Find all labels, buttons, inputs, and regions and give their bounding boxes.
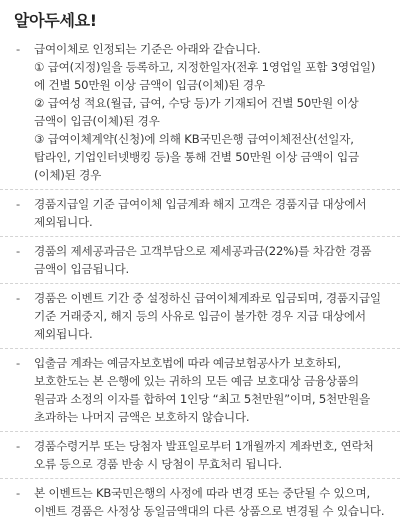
bullet: -	[16, 197, 20, 211]
notice-list	[0, 35, 400, 525]
notice-text: 입출금 계좌는 예금자보호법에 따라 예금보험공사가 보호하되, 보호한도는 본 은행에 있는 귀하의 모든 예금 보호대상 금융상품의 원금과 소정의 이자를 합하여 1인당 “최고 5천만원”이며, 5천만원을 초과하는 나머지 금액은 보호하지 않습니다.	[34, 356, 371, 424]
notice-item	[0, 236, 400, 283]
bullet: -	[16, 291, 20, 305]
bullet: -	[16, 356, 20, 370]
notice-text: ① 급여(지정)일을 등록하고, 지정한일자(전후 1영업일 포함 3영업일)에 건별 50만원 이상 금액이 입금(이체)된 경우	[34, 60, 376, 92]
notice-item	[0, 348, 400, 431]
notice-text: 경품수령거부 또는 당첨자 발표일로부터 1개월까지 계좌번호, 연락처 오류 등으로 경품 반송 시 당첨이 무효처리 됩니다.	[34, 439, 374, 471]
bullet: -	[16, 486, 20, 500]
notice-item	[0, 283, 400, 348]
notice-text: 경품지급일 기준 급여이체 입금계좌 해지 고객은 경품지급 대상에서 제외됩니다.	[34, 197, 367, 229]
notice-item	[0, 431, 400, 478]
notice-item	[0, 189, 400, 236]
notice-item	[0, 35, 400, 189]
notice-text: ② 급여성 적요(월급, 급여, 수당 등)가 기재되어 건별 50만원 이상 금액이 입금(이체)된 경우	[34, 96, 359, 128]
bullet: -	[16, 244, 20, 258]
notice-title: 알아두세요!	[14, 11, 97, 30]
notice-text: 본 이벤트는 KB국민은행의 사정에 따라 변경 또는 중단될 수 있으며, 이벤트 경품은 사정상 동일금액대의 다른 상품으로 변경될 수 있습니다.	[34, 486, 385, 518]
notice-text: 급여이체로 인정되는 기준은 아래와 같습니다.	[34, 42, 261, 56]
notice-item	[0, 478, 400, 525]
bullet: -	[16, 42, 20, 56]
notice-text: 경품의 제세공과금은 고객부담으로 제세공과금(22%)를 차감한 경품 금액이 입금됩니다.	[34, 244, 372, 276]
notice-text: ③ 급여이체계약(신청)에 의해 KB국민은행 급여이체전산(선일자, 탑라인, 기업인터넷뱅킹 등)을 통해 건별 50만원 이상 금액이 입금(이체)된 경우	[34, 132, 360, 182]
bullet: -	[16, 439, 20, 453]
notice-text: 경품은 이벤트 기간 중 설정하신 급여이체계좌로 입금되며, 경품지급일 기준 거래중지, 해지 등의 사유로 입금이 불가한 경우 지급 대상에서 제외됩니다.	[34, 291, 381, 341]
